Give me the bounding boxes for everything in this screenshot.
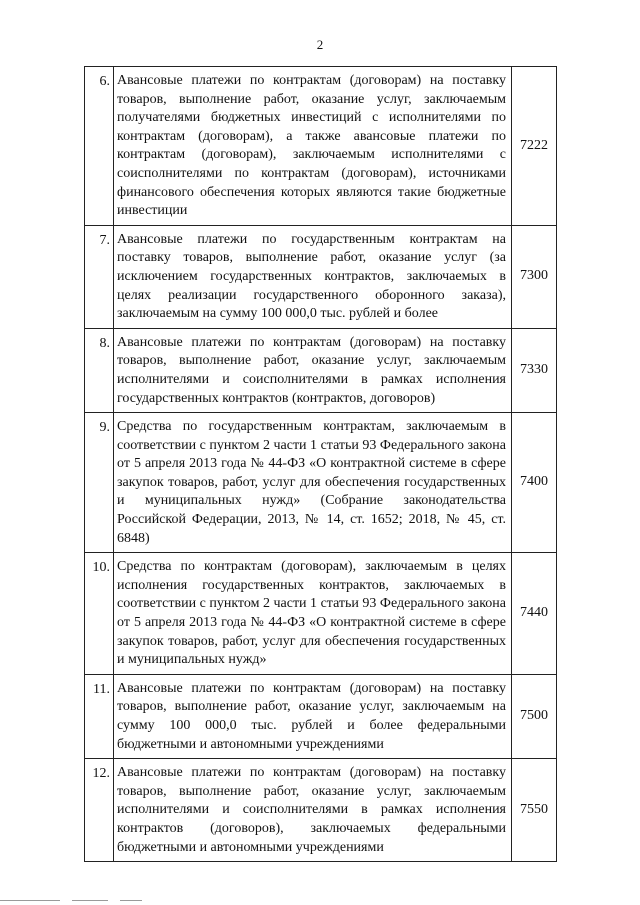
row-number: 12. bbox=[85, 759, 114, 862]
document-table bbox=[84, 66, 557, 862]
page-number: 2 bbox=[316, 37, 324, 52]
row-text: Авансовые платежи по контрактам (договорам) на поставку товаров, выполнение работ, оказание услуг, заключаемым на сумму 100 000,0 тыс. рублей и более федеральными бюджетными и автономными учреждениями bbox=[114, 674, 512, 758]
row-code: 7330 bbox=[512, 328, 557, 412]
table-row bbox=[85, 413, 557, 553]
row-code: 7440 bbox=[512, 553, 557, 675]
row-text: Средства по контрактам (договорам), заключаемым в целях исполнения государственных контрактов, заключаемых в соответствии с пунктом 2 части 1 статьи 93 Федерального закона от 5 апреля 2013 года № 44-ФЗ «О контрактной системе в сфере закупок товаров, работ, услуг для обеспечения государственных и муниципальных нужд» bbox=[114, 553, 512, 675]
row-text: Авансовые платежи по контрактам (договорам) на поставку товаров, выполнение работ, оказание услуг, заключаемым получателями бюджетных инвестиций с исполнителями по контрактам (договорам), а также авансовые платежи по контрактам (договорам), заключаемым исполнителями с соисполнителями по контрактам (договорам), источниками финансового обеспечения которых являются такие бюджетные инвестиции bbox=[114, 67, 512, 226]
scan-mark bbox=[0, 900, 60, 901]
row-text: Авансовые платежи по контрактам (договорам) на поставку товаров, выполнение работ, оказание услуг, заключаемым исполнителями и соисполнителями в рамках исполнения контрактов (договоров), заключаемых федеральными бюджетными и автономными учреждениями bbox=[114, 759, 512, 862]
row-code: 7222 bbox=[512, 67, 557, 226]
table-row bbox=[85, 674, 557, 758]
row-number: 6. bbox=[85, 67, 114, 226]
table-row bbox=[85, 67, 557, 226]
row-code: 7400 bbox=[512, 413, 557, 553]
row-number: 8. bbox=[85, 328, 114, 412]
row-number: 9. bbox=[85, 413, 114, 553]
row-code: 7550 bbox=[512, 759, 557, 862]
row-number: 11. bbox=[85, 674, 114, 758]
row-text: Авансовые платежи по государственным контрактам на поставку товаров, выполнение работ, оказание услуг (за исключением государственных контрактов, заключаемых в целях реализации государственного оборонного заказа), заключаемым на сумму 100 000,0 тыс. рублей и более bbox=[114, 225, 512, 328]
table-row bbox=[85, 553, 557, 675]
row-number: 10. bbox=[85, 553, 114, 675]
row-text: Средства по государственным контрактам, заключаемым в соответствии с пунктом 2 части 1 статьи 93 Федерального закона от 5 апреля 2013 года № 44-ФЗ «О контрактной системе в сфере закупок товаров, работ, услуг для обеспечения государственных и муниципальных нужд» (Собрание законодательства Российской Федерации, 2013, № 14, ст. 1652; 2018, № 45, ст. 6848) bbox=[114, 413, 512, 553]
table-row bbox=[85, 759, 557, 862]
table-row bbox=[85, 225, 557, 328]
scan-mark bbox=[120, 900, 142, 901]
scan-mark bbox=[72, 900, 108, 901]
row-code: 7300 bbox=[512, 225, 557, 328]
row-number: 7. bbox=[85, 225, 114, 328]
row-text: Авансовые платежи по контрактам (договорам) на поставку товаров, выполнение работ, оказание услуг, заключаемым исполнителями и соисполнителями в рамках исполнения государственных контрактов (контрактов, договоров) bbox=[114, 328, 512, 412]
scan-edge-marks bbox=[0, 896, 640, 905]
row-code: 7500 bbox=[512, 674, 557, 758]
table-row bbox=[85, 328, 557, 412]
